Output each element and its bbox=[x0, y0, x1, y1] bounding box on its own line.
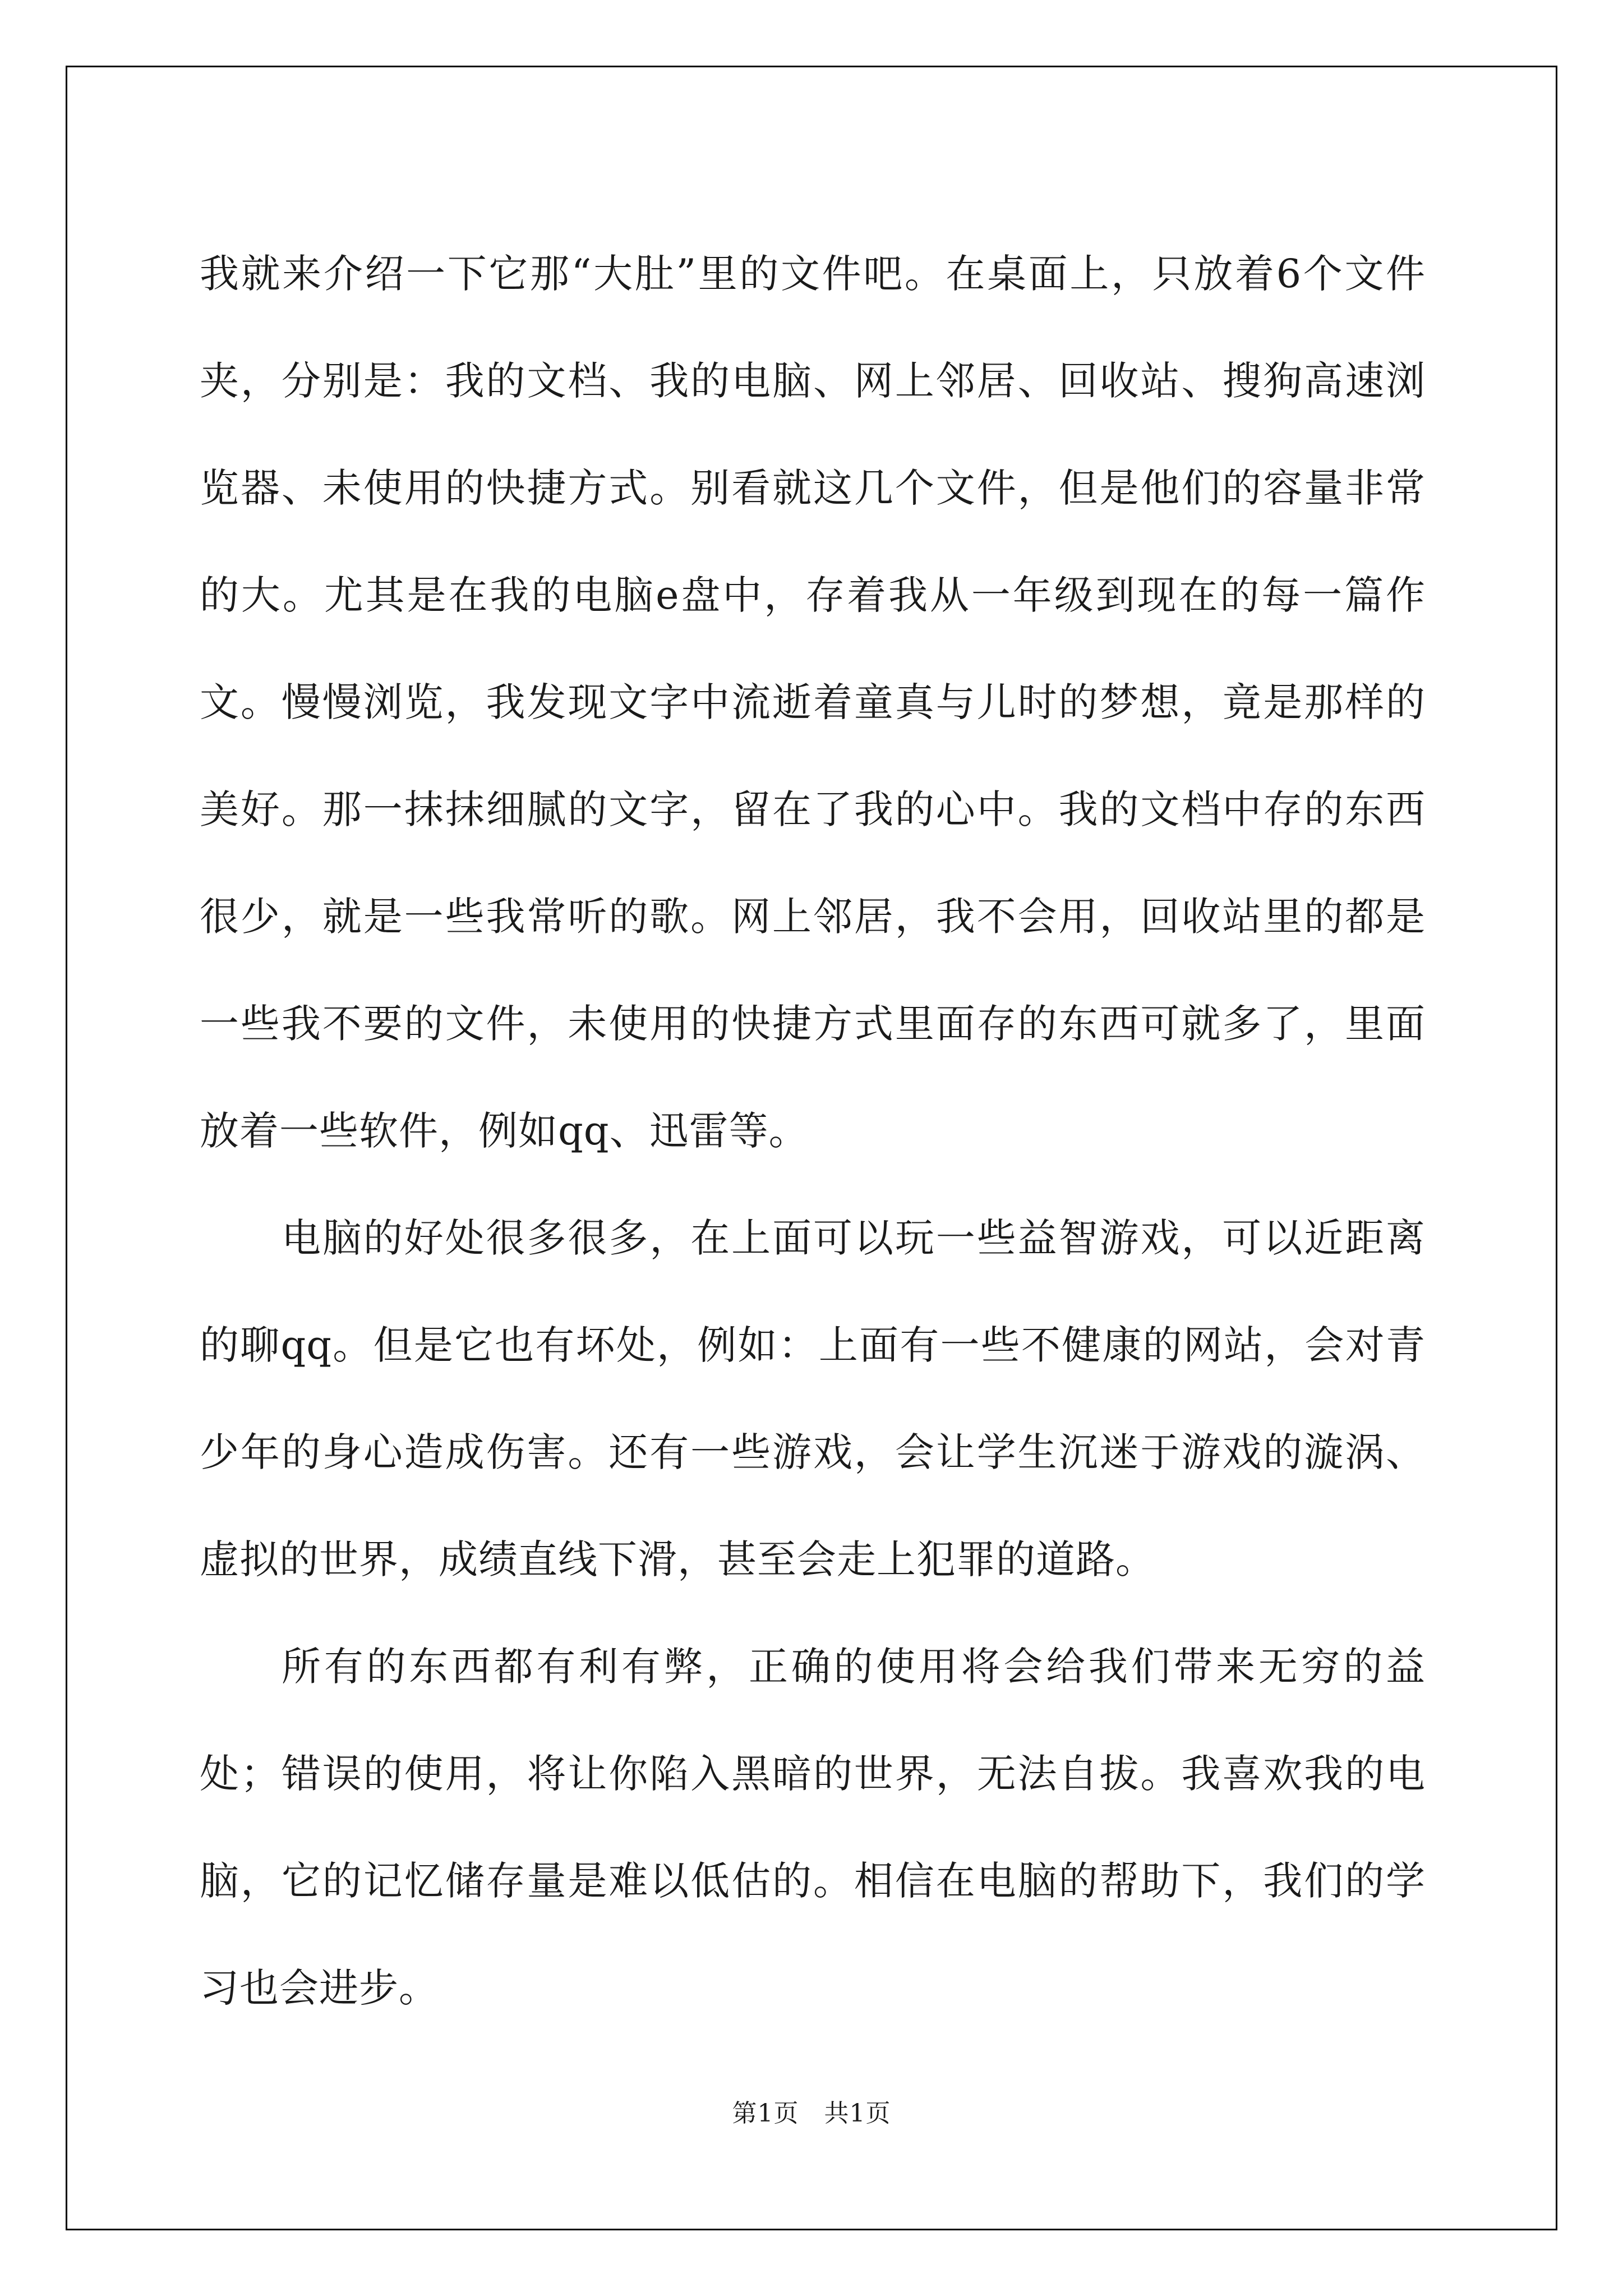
paragraph-2: 电脑的好处很多很多，在上面可以玩一些益智游戏，可以近距离的聊qq。但是它也有坏处，例如：上面有一些不健康的网站，会对青少年的身心造成伤害。还有一些游戏，会让学生沉迷于游戏的漩涡、虚拟的世界，成绩直线下滑，甚至会走上犯罪的道路。 bbox=[200, 1215, 1426, 1582]
paragraph-1: 我就来介绍一下它那“大肚”里的文件吧。在桌面上，只放着6个文件夹，分别是：我的文档、我的电脑、网上邻居、回收站、搜狗高速浏览器、未使用的快捷方式。别看就这几个文件，但是他们的容量非常的大。尤其是在我的电脑e盘中，存着我从一年级到现在的每一篇作文。慢慢浏览，我发现文字中流逝着童真与儿时的梦想，竟是那样的美好。那一抹抹细腻的文字，留在了我的心中。我的文档中存的东西很少，就是一些我常听的歌。网上邻居，我不会用，回收站里的都是一些我不要的文件，未使用的快捷方式里面存的东西可就多了，里面放着一些软件，例如qq、迅雷等。 bbox=[200, 251, 1426, 1154]
paragraph-3: 所有的东西都有利有弊，正确的使用将会给我们带来无穷的益处；错误的使用，将让你陷入黑暗的世界，无法自拔。我喜欢我的电脑，它的记忆储存量是难以低估的。相信在电脑的帮助下，我们的学习也会进步。 bbox=[200, 1644, 1426, 2011]
page-number-footer: 第1页 共1页 bbox=[732, 2099, 891, 2128]
document-body bbox=[200, 220, 1426, 2042]
